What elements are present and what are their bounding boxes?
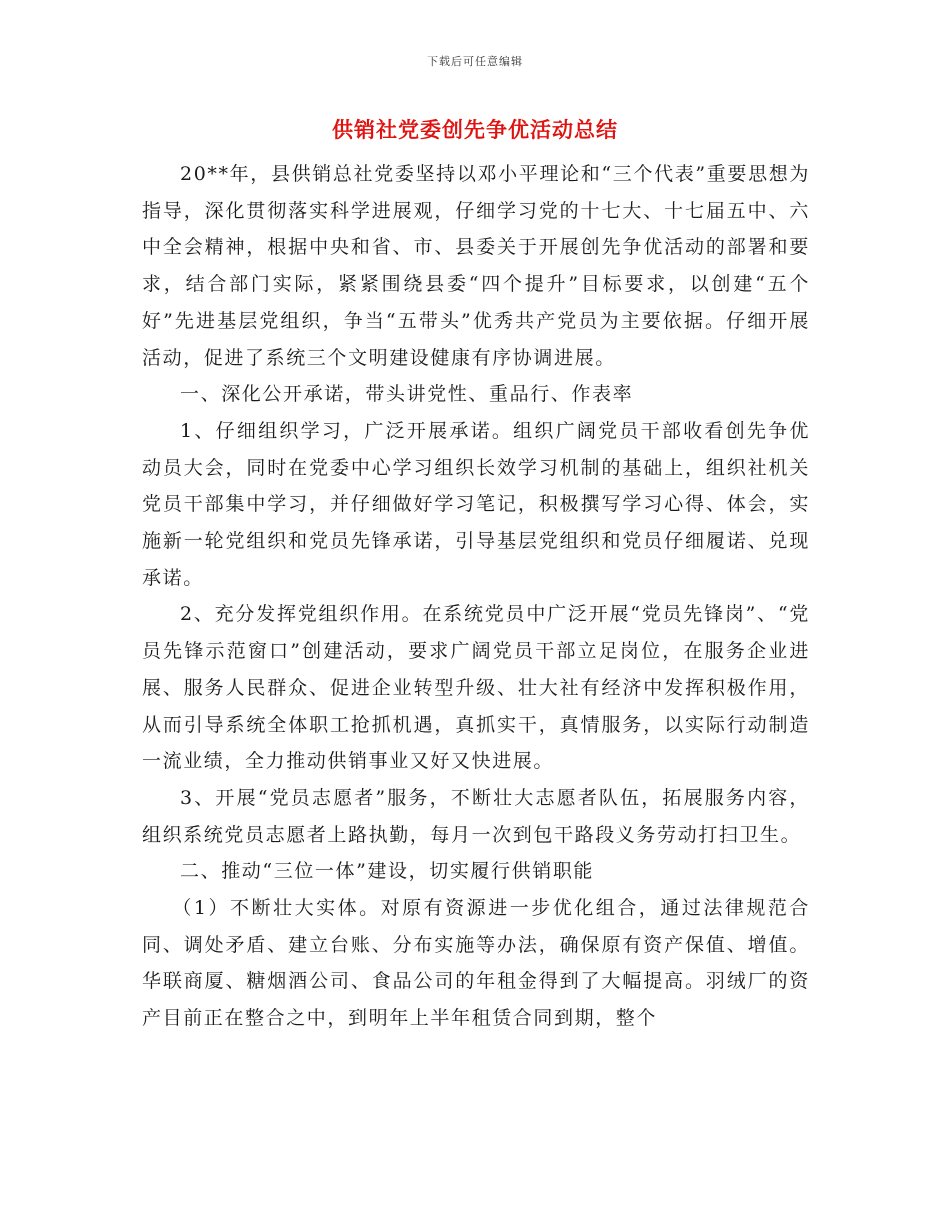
header-note: 下载后可任意编辑: [427, 55, 523, 68]
section-heading-1: 一、深化公开承诺，带头讲党性、重品行、作表率: [180, 383, 634, 406]
paragraph-item-3: 3、开展“党员志愿者”服务，不断壮大志愿者队伍，拓展服务内容，组织系统党员志愿者上路执勤，每月一次到包干路段义务劳动打扫卫生。: [142, 786, 810, 846]
paragraph-subitem-1: （1）不断壮大实体。对原有资源进一步优化组合，通过法律规范合同、调处矛盾、建立台账、分布实施等办法，确保原有资产保值、增值。华联商厦、糖烟酒公司、食品公司的年租金得到了大幅提高。羽绒厂的资产目前正在整合之中，到明年上半年租赁合同到期，整个: [142, 897, 810, 1030]
document-body: [142, 156, 810, 1037]
document-title: 供销社党委创先争优活动总结: [332, 117, 618, 142]
paragraph-intro: 20**年，县供销总社党委坚持以邓小平理论和“三个代表”重要思想为指导，深化贯彻落实科学进展观，仔细学习党的十七大、十七届五中、六中全会精神，根据中央和省、市、县委关于开展创先争优活动的部署和要求，结合部门实际，紧紧围绕县委“四个提升”目标要求，以创建“五个好”先进基层党组织，争当“五带头”优秀共产党员为主要依据。仔细开展活动，促进了系统三个文明建设健康有序协调进展。: [142, 163, 810, 369]
paragraph-item-2: 2、充分发挥党组织作用。在系统党员中广泛开展“党员先锋岗”、“党员先锋示范窗口”创建活动，要求广阔党员干部立足岗位，在服务企业进展、服务人民群众、促进企业转型升级、壮大社有经济中发挥积极作用，从而引导系统全体职工抢抓机遇，真抓实干，真情服务，以实际行动制造一流业绩，全力推动供销事业又好又快进展。: [142, 603, 810, 773]
section-heading-2: 二、推动“三位一体”建设，切实履行供销职能: [180, 860, 595, 883]
paragraph-item-1: 1、仔细组织学习，广泛开展承诺。组织广阔党员干部收看创先争优动员大会，同时在党委中心学习组织长效学习机制的基础上，组织社机关党员干部集中学习，并仔细做好学习笔记，积极撰写学习心得、体会，实施新一轮党组织和党员先锋承诺，引导基层党组织和党员仔细履诺、兑现承诺。: [142, 419, 810, 589]
